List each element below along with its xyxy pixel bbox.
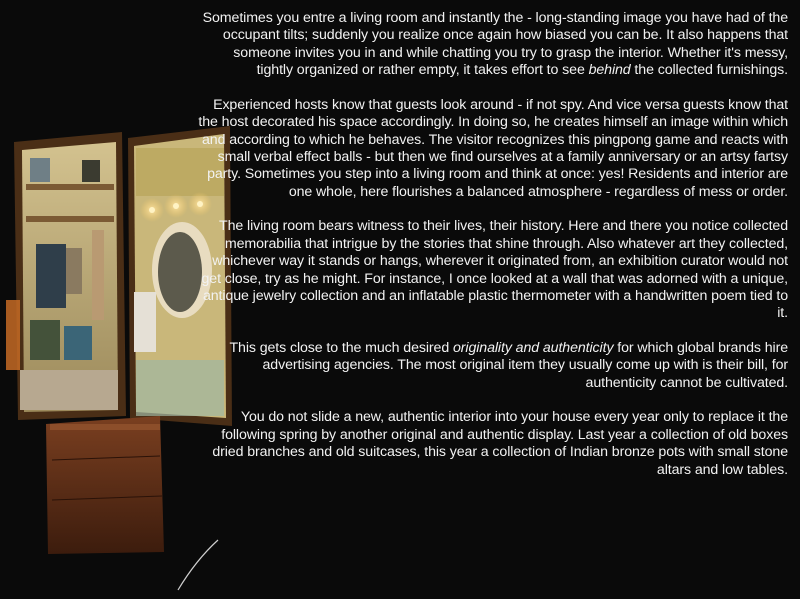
paragraph-4-text: This gets close to the much desired bbox=[229, 340, 453, 357]
paragraph-5-text: You do not slide a new, authentic interior into your house every year only to replace it the following spring by another original and authentic display. Last year a collection of old boxes dried branches and old suitcases, this year a collection of Indian bronze pots with small stone altars and low tables. bbox=[212, 409, 788, 478]
paragraph-2 bbox=[196, 97, 788, 201]
wooden-crate bbox=[46, 416, 164, 554]
paragraph-1-text: Sometimes you entre a living room and instantly the - long-standing image you have had of the occupant tilts; suddenly you realize once again how biased you can be. It also happens that someone invites you in and while chatting you try to grasp the interior. Whether it's messy, tightly organized or rather empty, it takes effort to see bbox=[202, 10, 788, 79]
paragraph-1-text-end: the collected furnishings. bbox=[630, 62, 788, 79]
paragraph-1 bbox=[196, 10, 788, 80]
paragraph-2-text: Experienced hosts know that guests look around - if not spy. And vice versa guests know that the host decorated his space accordingly. In doing so, he creates himself an image within which and according to which he behaves. The visitor recognizes this pingpong game and reacts with small verbal effect balls - but then we find ourselves at a family anniversary or an artsy fartsy party. Sometimes you step into a living room and think at once: yes! Residents and interior are one whole, here flourishes a balanced atmosphere - regardless of mess or order. bbox=[198, 96, 788, 200]
paragraph-3 bbox=[196, 218, 788, 322]
suitcase-left-half bbox=[6, 132, 126, 420]
paragraph-4 bbox=[196, 340, 788, 392]
essay-text bbox=[196, 10, 788, 496]
paragraph-4-emphasis: originality and authenticity bbox=[452, 340, 614, 357]
paragraph-4-text-end: for which global brands hire advertising agencies. The most original item they usually come up with is their bill, for authenticity cannot be cultivated. bbox=[262, 340, 788, 391]
paragraph-3-text: The living room bears witness to their lives, their history. Here and there you notice collected memorabilia that intrigue by the stories that shine through. Also whatever art they collected, whichever way it stands or hangs, wherever it originated from, an exhibition curator would not get close, try as he might. For instance, I once looked at a wall that was adorned with a unique, antique jewelry collection and an inflatable plastic thermometer with a handwritten poem tied to it. bbox=[201, 218, 788, 322]
paragraph-5 bbox=[196, 409, 788, 479]
paragraph-1-emphasis: behind bbox=[588, 62, 631, 79]
